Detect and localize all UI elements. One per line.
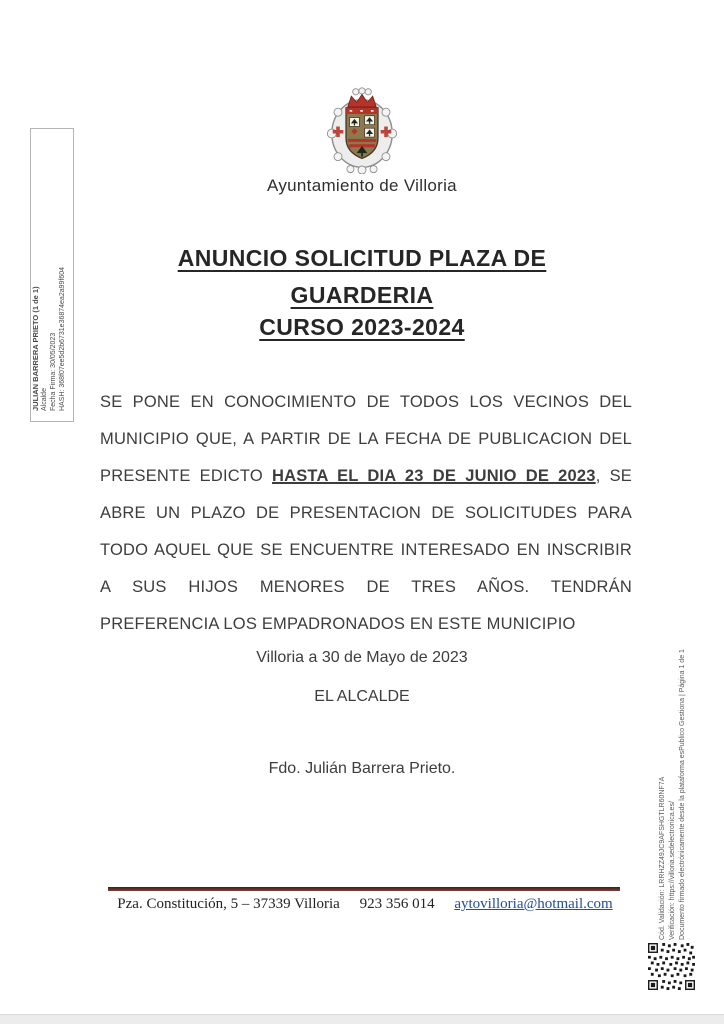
qr-code-icon bbox=[648, 943, 695, 990]
body-text-post: , SE ABRE UN PLAZO DE PRESENTACION DE SOLICITUDES PARA TODO AQUEL QUE SE ENCUENTRE INTERESADO EN INSCRIBIR A SUS HIJOS MENORES DE TRES AÑOS. TENDRÁN PREFERENCIA LOS EMPADRONADOS EN ESTE MUNICIPIO bbox=[100, 467, 632, 633]
signer-role-line: EL ALCALDE bbox=[314, 688, 410, 705]
signature-stamp-text bbox=[31, 129, 73, 421]
validation-stamp bbox=[658, 558, 700, 940]
platform-note: Documento firmado electrónicamente desde la plataforma esPublico Gestiona | Página 1 de 1 bbox=[679, 649, 686, 940]
verification-url: Verificación: https://villoria.sedelectronica.es/ bbox=[669, 801, 676, 940]
announcement-body bbox=[100, 384, 632, 643]
org-name: Ayuntamiento de Villoria bbox=[267, 176, 457, 195]
deadline-highlight: HASTA EL DIA 23 DE JUNIO DE 2023 bbox=[272, 467, 596, 485]
validation-code: Cód. Validación: LRRHZZ49JC9AFSHGTLR60NF7A bbox=[659, 776, 666, 940]
title-line-1: ANUNCIO SOLICITUD PLAZA DE bbox=[177, 245, 547, 271]
stamp-sign-date: Fecha Firma: 30/05/2023 bbox=[50, 332, 57, 411]
course-line: CURSO 2023-2024 bbox=[259, 314, 465, 340]
footer-email-link[interactable]: aytovilloria@hotmail.com bbox=[454, 896, 613, 912]
signature-stamp-box bbox=[30, 128, 74, 422]
title-line-2: GUARDERIA bbox=[290, 282, 434, 308]
villoria-coat-of-arms-icon bbox=[322, 86, 402, 174]
scan-edge-strip bbox=[0, 1014, 724, 1024]
validation-stamp-text bbox=[658, 558, 700, 940]
body-text-pre: SE PONE EN CONOCIMIENTO DE TODOS LOS VECINOS DEL MUNICIPIO QUE, A PARTIR DE LA FECHA DE PUBLICACION DEL PRESENTE EDICTO bbox=[100, 393, 632, 485]
footer-address: Pza. Constitución, 5 – 37339 Villoria bbox=[117, 896, 340, 912]
stamp-hash: HASH: 368f07ee5d2b6731e36874ea2a99f604 bbox=[59, 266, 66, 411]
stamp-signer-role: Alcalde bbox=[41, 388, 48, 411]
footer-phone: 923 356 014 bbox=[359, 896, 435, 912]
date-place-line: Villoria a 30 de Mayo de 2023 bbox=[256, 649, 468, 666]
signature-line: Fdo. Julián Barrera Prieto. bbox=[268, 760, 456, 777]
footer-contact bbox=[70, 896, 660, 913]
announcement-title bbox=[0, 240, 724, 341]
stamp-signer-name: JULIAN BARRERA PRIETO (1 de 1) bbox=[31, 286, 40, 411]
footer-divider bbox=[108, 887, 620, 891]
